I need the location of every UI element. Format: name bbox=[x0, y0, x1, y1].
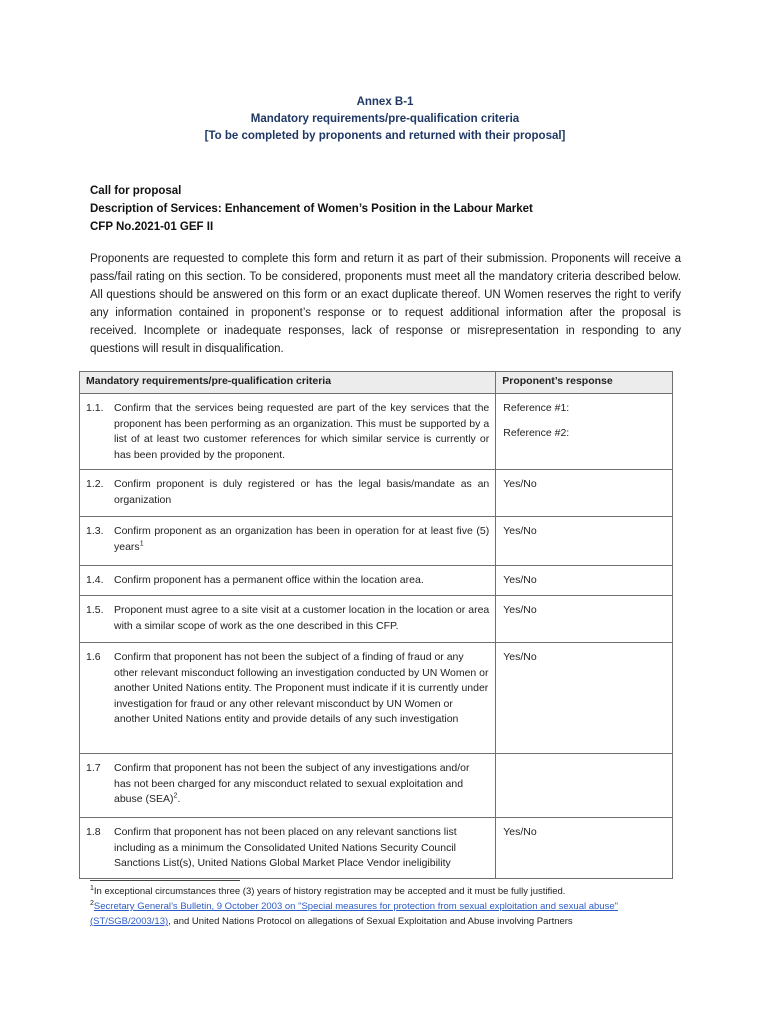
criteria-text-end: . bbox=[177, 793, 181, 805]
criteria-number: 1.2. bbox=[86, 478, 104, 490]
table-row bbox=[80, 818, 673, 879]
criteria-text: Proponent must agree to a site visit at a customer location in the location or area with a similar scope of work as the one described in this CFP. bbox=[114, 604, 490, 632]
table-header-row bbox=[80, 372, 673, 394]
proposal-info bbox=[90, 182, 682, 236]
response-cell[interactable] bbox=[496, 566, 673, 596]
footnote-2-text: , and United Nations Protocol on allegations of Sexual Exploitation and Abuse involving Partners bbox=[168, 916, 573, 927]
table-row bbox=[80, 643, 673, 754]
criteria-number: 1.6 bbox=[86, 651, 101, 663]
response-cell[interactable] bbox=[496, 596, 673, 643]
bulletin-link[interactable]: Secretary General’s Bulletin, 9 October 2003 on "Special measures for protection from sexual exploitation and sexual abuse" (ST/SGB/2003/13) bbox=[90, 901, 618, 927]
table-row bbox=[80, 596, 673, 643]
criteria-column-header: Mandatory requirements/pre-qualification criteria bbox=[80, 372, 496, 394]
footnote-1 bbox=[90, 884, 690, 899]
criteria-text: Confirm proponent as an organization has been in operation for at least five (5) years bbox=[114, 525, 490, 553]
footnote-2 bbox=[90, 899, 690, 929]
criteria-number: 1.3. bbox=[86, 525, 104, 537]
criteria-text: Confirm that proponent has not been the subject of any investigations and/or has not been charged for any misconduct related to sexual exploitation and abuse (SEA) bbox=[114, 762, 470, 805]
instructions-paragraph: Proponents are requested to complete this form and return it as part of their submission. Proponents will receive a pass/fail rating on this section. To be considered, proponents must meet all the mandatory criteria described below. All questions should be answered on this form or an exact duplicate thereof. UN Women reserves the right to verify any information contained in proponent’s response or to request additional information after the proposal is received. Incomplete or inadequate responses, lack of response or misrepresentation in responding to any questions will result in disqualification. bbox=[90, 253, 681, 355]
footnote-1-text: In exceptional circumstances three (3) years of history registration may be accepted and it must be fully justified. bbox=[93, 886, 566, 897]
table-row bbox=[80, 470, 673, 517]
footnotes bbox=[90, 884, 690, 929]
call-label: Call for proposal bbox=[90, 185, 182, 197]
footnote-1-mark: 1 bbox=[90, 884, 94, 892]
criteria-table bbox=[79, 371, 673, 879]
response-cell[interactable] bbox=[496, 394, 673, 470]
criteria-number: 1.1. bbox=[86, 402, 104, 414]
footnote-ref: 2 bbox=[173, 792, 178, 800]
criteria-text: Confirm that proponent has not been the subject of a finding of fraud or any other relevant misconduct following an investigation conducted by UN Women or another United Nations entity. The Proponent must indicate if it is currently under investigation for fraud or any other relevant misconduct by UN Women or another United Nations entity and provide details of any such investigation bbox=[114, 651, 489, 725]
response-cell[interactable] bbox=[496, 517, 673, 566]
response-value: Yes/No bbox=[503, 574, 537, 586]
footnote-divider bbox=[90, 880, 240, 881]
criteria-number: 1.8 bbox=[86, 826, 101, 838]
document-header bbox=[0, 94, 770, 145]
table-row bbox=[80, 394, 673, 470]
criteria-text: Confirm proponent is duly registered or has the legal basis/mandate as an organization bbox=[114, 478, 490, 506]
response-value: Yes/No bbox=[503, 826, 537, 838]
page-subtitle: [To be completed by proponents and returned with their proposal] bbox=[204, 130, 566, 142]
response-cell[interactable] bbox=[496, 643, 673, 754]
criteria-text: Confirm that the services being requested are part of the key services that the proponent has been performing as an organization. This must be supported by a list of at least two customer references for which similar service is currently or has been provided by the proponent. bbox=[114, 402, 490, 461]
response-cell[interactable] bbox=[496, 754, 673, 818]
cfp-number: CFP No.2021-01 GEF II bbox=[90, 221, 214, 233]
response-value: Yes/No bbox=[503, 604, 537, 616]
response-column-header: Proponent’s response bbox=[496, 372, 673, 394]
table-row bbox=[80, 517, 673, 566]
criteria-number: 1.4. bbox=[86, 574, 104, 586]
footnote-ref: 1 bbox=[139, 540, 144, 547]
table-row bbox=[80, 754, 673, 818]
response-cell[interactable] bbox=[496, 470, 673, 517]
services-description: Description of Services: Enhancement of Women’s Position in the Labour Market bbox=[90, 203, 533, 215]
criteria-number: 1.7 bbox=[86, 762, 101, 774]
reference-1-label: Reference #1: bbox=[503, 402, 570, 414]
response-value: Yes/No bbox=[503, 525, 537, 537]
criteria-text: Confirm that proponent has not been placed on any relevant sanctions list including as a minimum the Consolidated United Nations Security Council Sanctions List(s), United Nations Global Market Place Vendor ineligibility bbox=[114, 826, 457, 869]
reference-2-label: Reference #2: bbox=[503, 426, 570, 439]
response-value: Yes/No bbox=[503, 651, 537, 663]
table-row bbox=[80, 566, 673, 596]
annex-label: Annex B-1 bbox=[356, 96, 414, 108]
page-title: Mandatory requirements/pre-qualification criteria bbox=[250, 113, 520, 125]
footnote-2-mark: 2 bbox=[90, 899, 94, 907]
criteria-number: 1.5. bbox=[86, 604, 104, 616]
response-cell[interactable] bbox=[496, 818, 673, 879]
criteria-text: Confirm proponent has a permanent office within the location area. bbox=[114, 574, 424, 586]
response-value: Yes/No bbox=[503, 478, 537, 490]
